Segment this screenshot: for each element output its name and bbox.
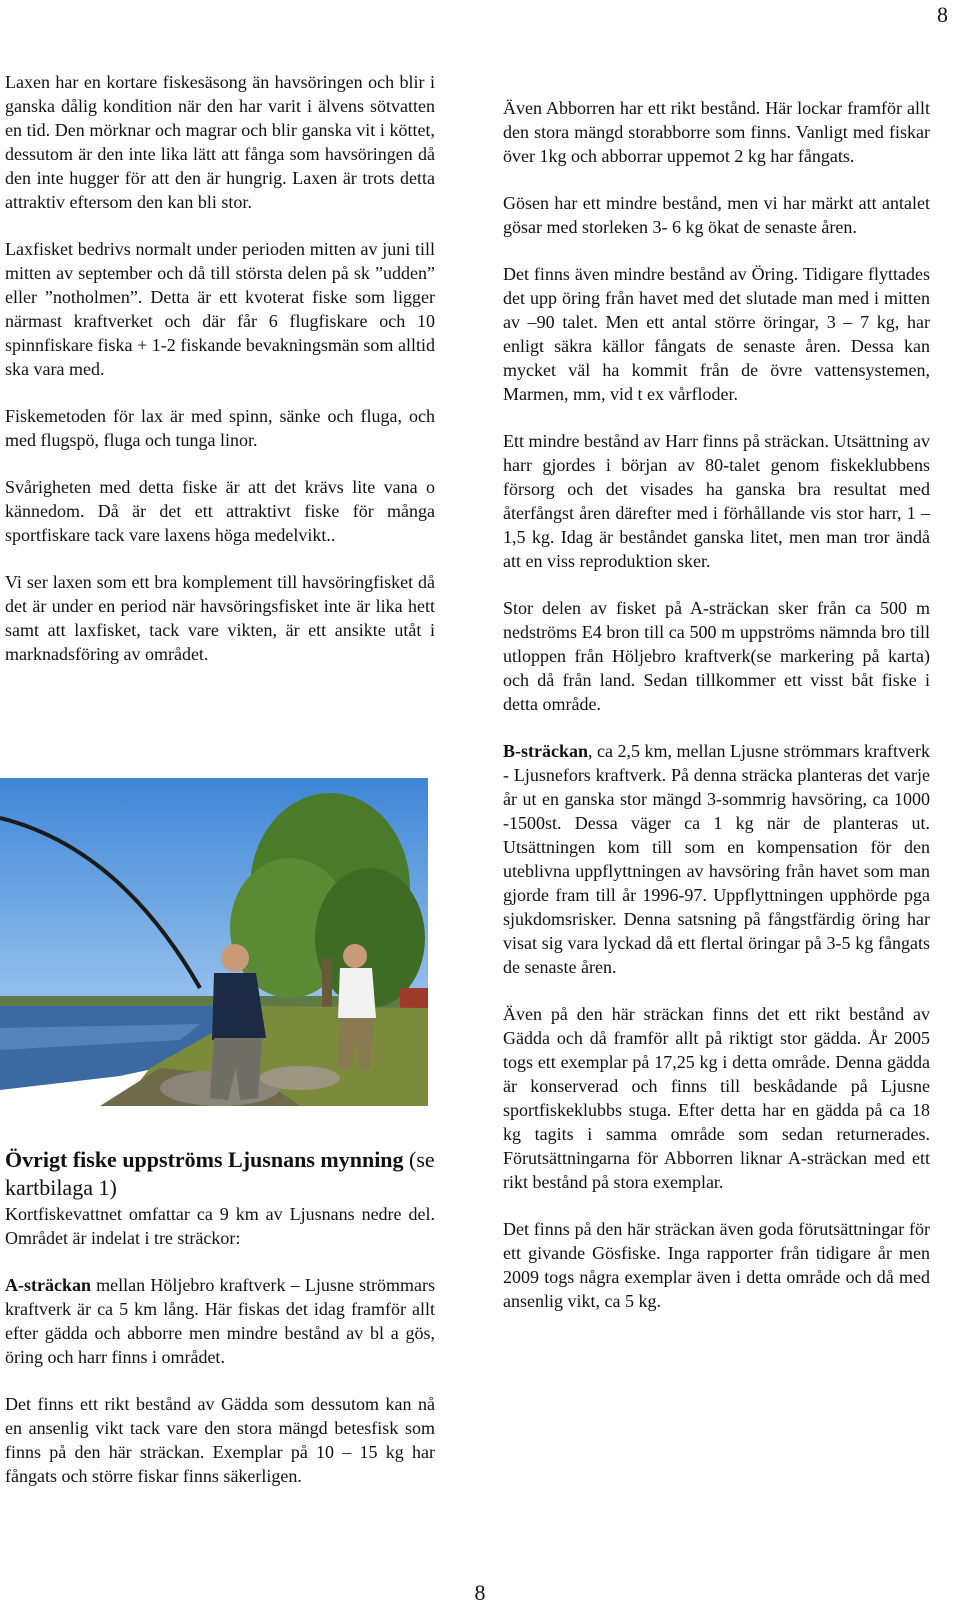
paragraph: Laxfisket bedrivs normalt under perioden mitten av juni till mitten av september och då till största delen på sk ”udden” eller ”notholmen”. Detta är ett kvoterat fiske som ligger närmast kraftverket och där får 6 flugfiskare och 10 spinnfiskare fiska + 1-2 fiskande bevakningsmän som alltid ska vara med. [5,239,435,379]
page-number-top: 8 [937,2,948,27]
section-heading [5,1146,435,1202]
a-strackan-label: A-sträckan [5,1275,91,1295]
paragraph: Det finns på den här sträckan även goda förutsättningar för ett givande Gösfiske. Inga rapporter från tidigare år men 2009 togs några exemplar även i detta område och då med ansenlig vikt, ca 5 kg. [503,1219,930,1311]
paragraph: Stor delen av fisket på A-sträckan sker från ca 500 m nedströms E4 bron till ca 500 m uppströms nämnda bro till utloppen från Höljebro kraftverk(se markering på karta) och då från land. Sedan tillkommer ett visst båt fiske i detta område. [503,598,930,714]
paragraph [5,1273,435,1369]
b-strackan-label: B-sträckan [503,741,588,761]
page-number-bottom: 8 [474,1580,486,1605]
paragraph: Det finns ett rikt bestånd av Gädda som dessutom kan nå en ansenlig vikt tack vare den stora mängd betesfisk som finns på den här sträckan. Exemplar på 10 – 15 kg har fångats och större fiskar finns säkerligen. [5,1394,435,1486]
heading-subtitle: (se kartbilaga 1) [5,1147,435,1200]
right-column [503,96,930,1336]
paragraph: Det finns även mindre bestånd av Öring. Tidigare flyttades det upp öring från havet med det slutade man med i mitten av –90 talet. Men ett antal större öringar, 3 – 7 kg, har enligt säkra källor fångats de senaste åren. Dessa kan mycket väl ha kommit från de övre vattensystemen, Marmen, mm, vid t ex vårfloder. [503,264,930,404]
paragraph: Kortfiskevattnet omfattar ca 9 km av Ljusnans nedre del. Området är indelat i tre sträckor: [5,1204,435,1248]
fishing-photo [0,778,428,1106]
heading-title: Övrigt fiske uppströms Ljusnans mynning [5,1147,404,1172]
paragraph: Även Abborren har ett rikt bestånd. Här lockar framför allt den stora mängd storabborre som finns. Vanligt med fiskar över 1kg och abborrar uppemot 2 kg har fångats. [503,98,930,166]
paragraph: Svårigheten med detta fiske är att det krävs lite vana o kännedom. Då är det ett attraktivt fiske för många sportfiskare tack vare laxens höga medelvikt.. [5,477,435,545]
paragraph: Även på den här sträckan finns det ett rikt bestånd av Gädda och då framför allt på riktigt stor gädda. År 2005 togs ett exemplar på 17,25 kg i detta område. Denna gädda är konserverad och finns till beskådande på Ljusne sportfiskeklubbs stuga. Efter detta har en gädda på ca 18 kg tagits i samma område som sedan returnerades. Förutsättningarna för Abborren liknar A-sträckan med ett rikt bestånd på stora exemplar. [503,1004,930,1192]
paragraph-text: mellan Höljebro kraftverk – Ljusne strömmars kraftverk är ca 5 km lång. Här fiskas det idag framför allt efter gädda och abborre men mindre bestånd av bl a gös, öring och harr finns i området. [5,1275,435,1367]
paragraph: Fiskemetoden för lax är med spinn, sänke och fluga, och med flugspö, fluga och tunga linor. [5,406,435,450]
paragraph-text: , ca 2,5 km, mellan Ljusne strömmars kraftverk - Ljusnefors kraftverk. På denna sträcka planteras det varje år ut en ganska stor mängd 3-sommrig havsöring, ca 1000 -1500st. Dessa väger ca 1 kg när de planteras ut. Utsättningen kom till som en kompensation för den uteblivna uppflyttningen av havsöring från havet som man gjorde fram till år 1996-97. Uppflyttningen upphörde pga sjukdomsrisker. Denna satsning på fångstfärdig öring har visat sig vara lyckad då ett flertal öringar på 3-5 kg fångats de senaste åren. [503,741,930,977]
paragraph [503,739,930,979]
left-column-lower [5,1146,435,1511]
paragraph: Gösen har ett mindre bestånd, men vi har märkt att antalet gösar med storleken 3- 6 kg ökat de senaste åren. [503,193,930,237]
paragraph: Vi ser laxen som ett bra komplement till havsöringfisket då det är under en period när havsöringsfisket inte är lika hett samt att laxfisket, tack vare vikten, är ett ansikte utåt i marknadsföring av området. [5,572,435,664]
left-column-upper [5,70,435,689]
paragraph: Ett mindre bestånd av Harr finns på sträckan. Utsättning av harr gjordes i början av 80-talet genom fiskeklubbens försorg och det visades ha ganska bra resultat med återfångst åren därefter med i förhållande vis stor harr, 1 – 1,5 kg. Idag är beståndet ganska litet, men man tror ändå att en viss reproduktion sker. [503,431,930,571]
paragraph: Laxen har en kortare fiskesäsong än havsöringen och blir i ganska dålig kondition när den har varit i älvens sötvatten en tid. Den mörknar och magrar och blir ganska vit i köttet, dessutom är den inte lika lätt att fånga som havsöringen då den inte hugger för att den är hungrig. Laxen är trots detta attraktiv eftersom den kan bli stor. [5,72,435,212]
